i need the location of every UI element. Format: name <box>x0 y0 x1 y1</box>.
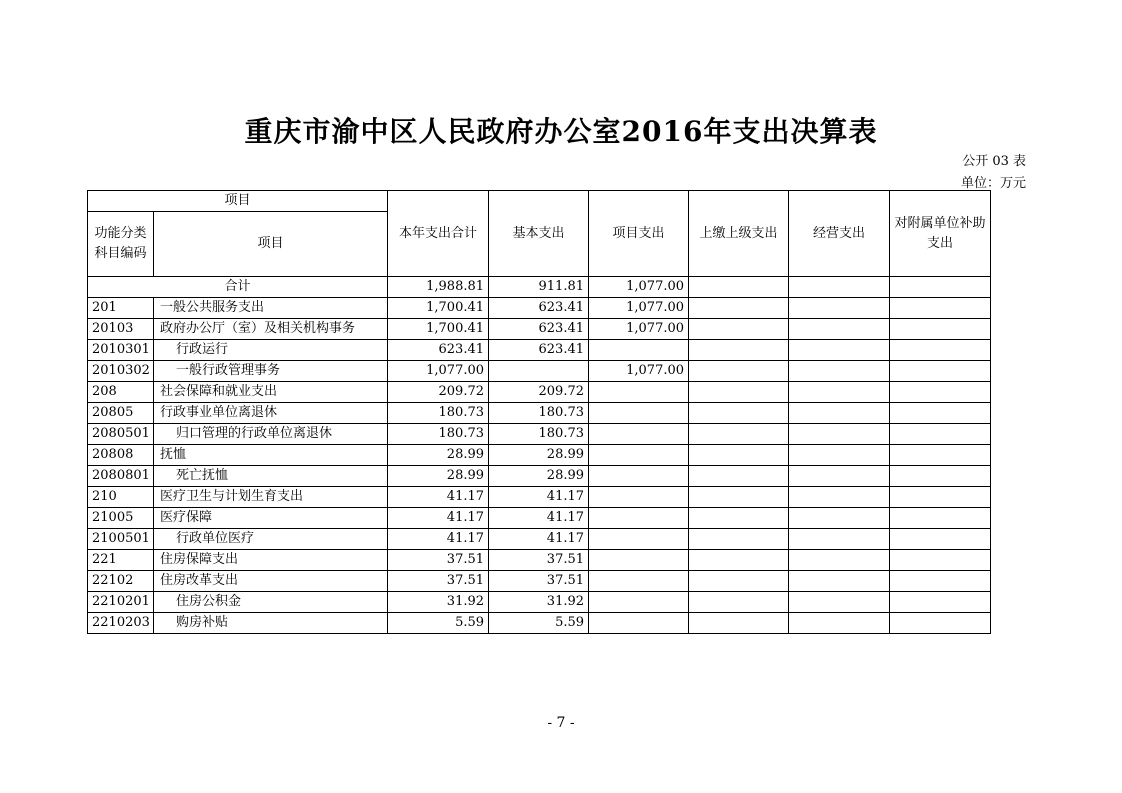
cell-total: 1,077.00 <box>388 361 489 382</box>
cell-business <box>789 424 890 445</box>
cell-upper <box>689 571 789 592</box>
cell-total: 41.17 <box>388 487 489 508</box>
cell-total: 37.51 <box>388 571 489 592</box>
cell-item: 社会保障和就业支出 <box>154 382 388 403</box>
table-row <box>88 319 991 340</box>
table-row <box>88 340 991 361</box>
cell-business <box>789 550 890 571</box>
cell-total: 28.99 <box>388 466 489 487</box>
table-row <box>88 571 991 592</box>
cell-project: 1,077.00 <box>589 319 689 340</box>
expenditure-table <box>87 190 991 634</box>
cell-basic: 41.17 <box>489 487 589 508</box>
cell-total: 37.51 <box>388 550 489 571</box>
cell-item: 住房公积金 <box>154 592 388 613</box>
cell-basic: 37.51 <box>489 550 589 571</box>
cell-total: 28.99 <box>388 445 489 466</box>
cell-total: 180.73 <box>388 403 489 424</box>
header-item: 项目 <box>154 212 388 277</box>
cell-project: 1,077.00 <box>589 361 689 382</box>
cell-business <box>789 340 890 361</box>
cell-basic: 209.72 <box>489 382 589 403</box>
cell-item: 行政运行 <box>154 340 388 361</box>
cell-project <box>589 403 689 424</box>
cell-item: 住房改革支出 <box>154 571 388 592</box>
cell-code: 208 <box>88 382 154 403</box>
unit-label: 单位：万元 <box>960 176 1026 191</box>
cell-business <box>789 508 890 529</box>
cell-item: 一般公共服务支出 <box>154 298 388 319</box>
cell-subsidy <box>890 487 991 508</box>
cell-upper <box>689 487 789 508</box>
cell-code: 201 <box>88 298 154 319</box>
total-total: 1,988.81 <box>388 277 489 298</box>
total-business <box>789 277 890 298</box>
cell-item: 行政事业单位离退休 <box>154 403 388 424</box>
table-row <box>88 403 991 424</box>
cell-code: 2010301 <box>88 340 154 361</box>
header-basic: 基本支出 <box>489 191 589 277</box>
cell-total: 5.59 <box>388 613 489 634</box>
cell-basic: 623.41 <box>489 298 589 319</box>
cell-project <box>589 445 689 466</box>
cell-business <box>789 487 890 508</box>
cell-basic: 37.51 <box>489 571 589 592</box>
cell-business <box>789 466 890 487</box>
header-upper: 上缴上级支出 <box>689 191 789 277</box>
cell-subsidy <box>890 382 991 403</box>
cell-business <box>789 382 890 403</box>
table-row <box>88 361 991 382</box>
cell-item: 抚恤 <box>154 445 388 466</box>
cell-basic: 5.59 <box>489 613 589 634</box>
cell-subsidy <box>890 298 991 319</box>
cell-project <box>589 382 689 403</box>
table-row <box>88 298 991 319</box>
cell-project <box>589 529 689 550</box>
cell-item: 行政单位医疗 <box>154 529 388 550</box>
cell-project <box>589 571 689 592</box>
cell-business <box>789 529 890 550</box>
cell-basic: 41.17 <box>489 529 589 550</box>
cell-upper <box>689 403 789 424</box>
cell-upper <box>689 613 789 634</box>
cell-project <box>589 550 689 571</box>
table-row <box>88 445 991 466</box>
form-number: 公开 03 表 <box>962 154 1026 169</box>
cell-business <box>789 592 890 613</box>
table-row <box>88 613 991 634</box>
cell-subsidy <box>890 403 991 424</box>
cell-code: 2210201 <box>88 592 154 613</box>
cell-code: 2080501 <box>88 424 154 445</box>
total-label: 合计 <box>88 277 388 298</box>
cell-basic: 28.99 <box>489 466 589 487</box>
cell-project <box>589 340 689 361</box>
cell-total: 1,700.41 <box>388 319 489 340</box>
table-row <box>88 382 991 403</box>
header-subsidy: 对附属单位补助支出 <box>890 191 991 277</box>
cell-business <box>789 613 890 634</box>
total-upper <box>689 277 789 298</box>
cell-project <box>589 424 689 445</box>
cell-upper <box>689 361 789 382</box>
cell-code: 21005 <box>88 508 154 529</box>
cell-basic: 31.92 <box>489 592 589 613</box>
cell-basic: 623.41 <box>489 340 589 361</box>
total-row <box>88 277 991 298</box>
cell-subsidy <box>890 445 991 466</box>
header-project: 项目支出 <box>589 191 689 277</box>
total-project: 1,077.00 <box>589 277 689 298</box>
cell-basic: 180.73 <box>489 424 589 445</box>
cell-subsidy <box>890 550 991 571</box>
cell-business <box>789 445 890 466</box>
cell-basic: 180.73 <box>489 403 589 424</box>
cell-upper <box>689 340 789 361</box>
cell-code: 20808 <box>88 445 154 466</box>
cell-code: 20805 <box>88 403 154 424</box>
header-business: 经营支出 <box>789 191 890 277</box>
header-total: 本年支出合计 <box>388 191 489 277</box>
cell-basic: 28.99 <box>489 445 589 466</box>
cell-code: 221 <box>88 550 154 571</box>
cell-item: 归口管理的行政单位离退休 <box>154 424 388 445</box>
cell-total: 41.17 <box>388 508 489 529</box>
cell-project <box>589 613 689 634</box>
cell-total: 41.17 <box>388 529 489 550</box>
total-basic: 911.81 <box>489 277 589 298</box>
table-row <box>88 424 991 445</box>
cell-subsidy <box>890 571 991 592</box>
page-title: 重庆市渝中区人民政府办公室2016年支出决算表 <box>244 115 878 148</box>
cell-basic: 623.41 <box>489 319 589 340</box>
cell-item: 一般行政管理事务 <box>154 361 388 382</box>
cell-subsidy <box>890 340 991 361</box>
cell-upper <box>689 445 789 466</box>
header-code: 功能分类科目编码 <box>88 212 154 277</box>
table-row <box>88 592 991 613</box>
cell-code: 2080801 <box>88 466 154 487</box>
cell-total: 209.72 <box>388 382 489 403</box>
cell-code: 20103 <box>88 319 154 340</box>
cell-basic <box>489 361 589 382</box>
cell-upper <box>689 319 789 340</box>
cell-business <box>789 361 890 382</box>
cell-project: 1,077.00 <box>589 298 689 319</box>
cell-subsidy <box>890 592 991 613</box>
cell-code: 2100501 <box>88 529 154 550</box>
cell-project <box>589 508 689 529</box>
cell-subsidy <box>890 508 991 529</box>
cell-upper <box>689 508 789 529</box>
cell-business <box>789 319 890 340</box>
cell-code: 2010302 <box>88 361 154 382</box>
cell-subsidy <box>890 529 991 550</box>
cell-code: 2210203 <box>88 613 154 634</box>
header-item-group: 项目 <box>88 191 388 212</box>
cell-project <box>589 466 689 487</box>
cell-item: 购房补贴 <box>154 613 388 634</box>
cell-total: 180.73 <box>388 424 489 445</box>
cell-upper <box>689 550 789 571</box>
cell-upper <box>689 466 789 487</box>
cell-code: 210 <box>88 487 154 508</box>
cell-upper <box>689 529 789 550</box>
cell-business <box>789 571 890 592</box>
page-number: - 7 - <box>547 715 575 731</box>
cell-code: 22102 <box>88 571 154 592</box>
cell-subsidy <box>890 319 991 340</box>
cell-item: 死亡抚恤 <box>154 466 388 487</box>
cell-subsidy <box>890 361 991 382</box>
cell-basic: 41.17 <box>489 508 589 529</box>
cell-business <box>789 403 890 424</box>
cell-total: 1,700.41 <box>388 298 489 319</box>
cell-subsidy <box>890 613 991 634</box>
cell-upper <box>689 424 789 445</box>
total-subsidy <box>890 277 991 298</box>
cell-project <box>589 592 689 613</box>
cell-total: 623.41 <box>388 340 489 361</box>
cell-upper <box>689 298 789 319</box>
cell-item: 政府办公厅（室）及相关机构事务 <box>154 319 388 340</box>
cell-upper <box>689 382 789 403</box>
cell-item: 医疗卫生与计划生育支出 <box>154 487 388 508</box>
cell-subsidy <box>890 466 991 487</box>
cell-upper <box>689 592 789 613</box>
cell-business <box>789 298 890 319</box>
table-row <box>88 529 991 550</box>
cell-project <box>589 487 689 508</box>
table-row <box>88 487 991 508</box>
table-row <box>88 466 991 487</box>
cell-item: 医疗保障 <box>154 508 388 529</box>
table-row <box>88 550 991 571</box>
cell-subsidy <box>890 424 991 445</box>
cell-total: 31.92 <box>388 592 489 613</box>
cell-item: 住房保障支出 <box>154 550 388 571</box>
table-row <box>88 508 991 529</box>
